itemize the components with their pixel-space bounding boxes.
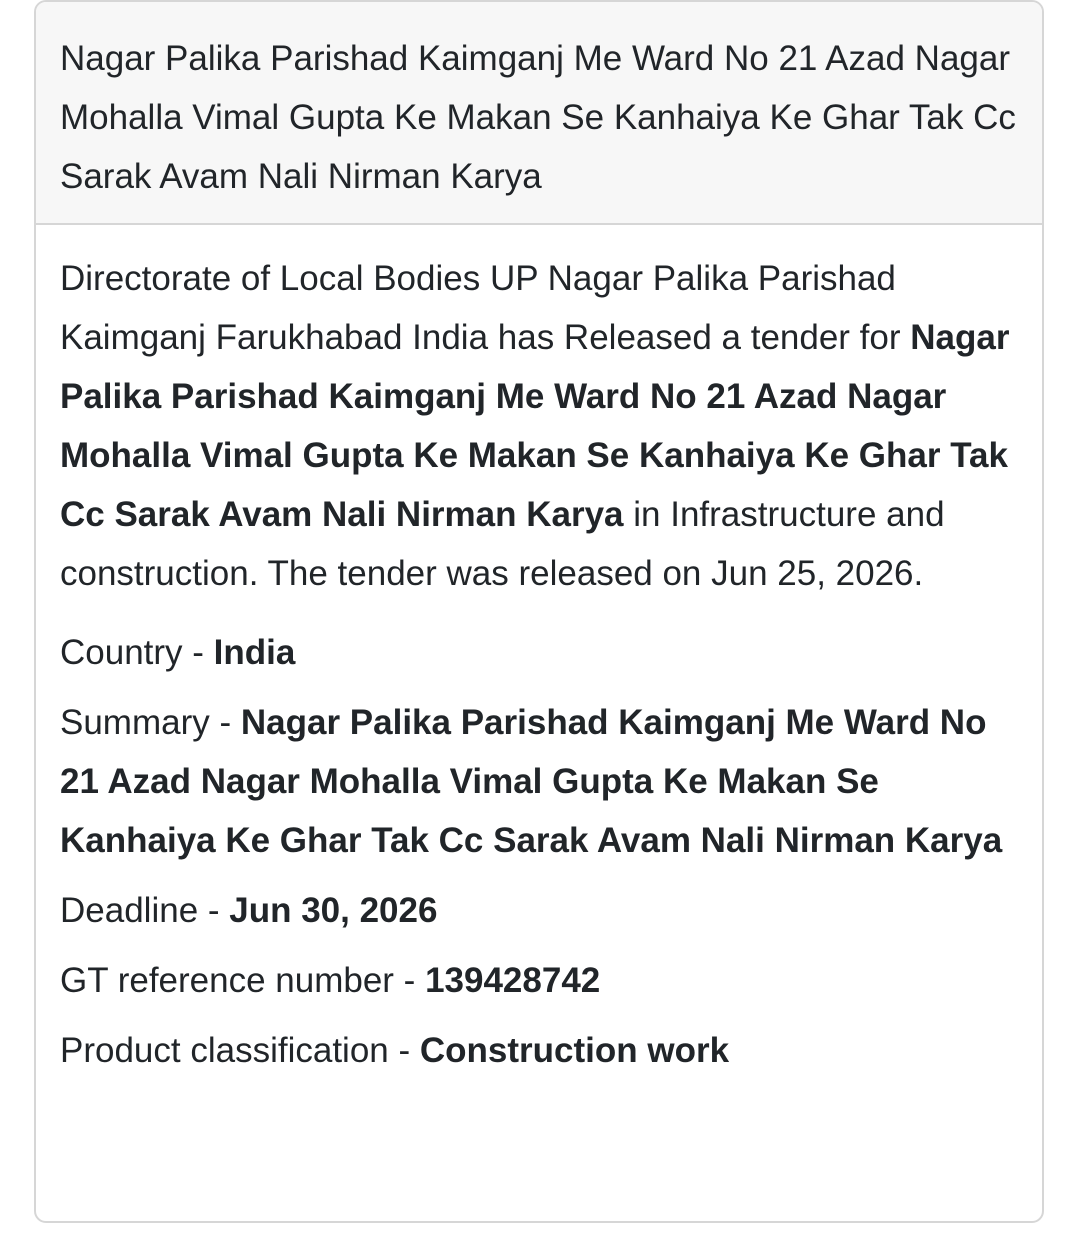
product-classification-field [60, 1021, 1018, 1080]
card-header [36, 2, 1042, 225]
deadline-label: Deadline - [60, 891, 230, 930]
country-label: Country - [60, 633, 214, 672]
tender-description [60, 249, 1018, 603]
country-field [60, 623, 1018, 682]
product-classification-value: Construction work [419, 1031, 730, 1070]
summary-field [60, 693, 1018, 870]
deadline-field [60, 881, 1018, 940]
summary-value: Nagar Palika Parishad Kaimganj Me Ward No 21 Azad Nagar Mohalla Vimal Gupta Ke Makan Se Kanhaiya Ke Ghar Tak Cc Sarak Avam Nali Nirman Karya [60, 703, 1003, 860]
gt-reference-value: 139428742 [425, 961, 601, 1000]
product-classification-label: Product classification - [60, 1031, 420, 1070]
gt-reference-field [60, 951, 1018, 1010]
description-middle: in Infrastructure and construction. The tender was released on Jun 25, 2026. [60, 495, 945, 593]
description-tender-name: Nagar Palika Parishad Kaimganj Me Ward No 21 Azad Nagar Mohalla Vimal Gupta Ke Makan Se Kanhaiya Ke Ghar Tak Cc Sarak Avam Nali Nirman Karya [60, 318, 1010, 534]
gt-reference-label: GT reference number - [60, 961, 426, 1000]
summary-label: Summary - [60, 703, 241, 742]
tender-title[interactable]: Nagar Palika Parishad Kaimganj Me Ward No 21 Azad Nagar Mohalla Vimal Gupta Ke Makan Se Kanhaiya Ke Ghar Tak Cc Sarak Avam Nali Nirman Karya [60, 39, 1016, 196]
description-intro: Directorate of Local Bodies UP Nagar Palika Parishad Kaimganj Farukhabad India has Released a tender for [60, 259, 911, 357]
card-body [36, 225, 1042, 1080]
tender-card [34, 0, 1044, 1223]
country-value: India [213, 633, 296, 672]
deadline-value: Jun 30, 2026 [229, 891, 438, 930]
